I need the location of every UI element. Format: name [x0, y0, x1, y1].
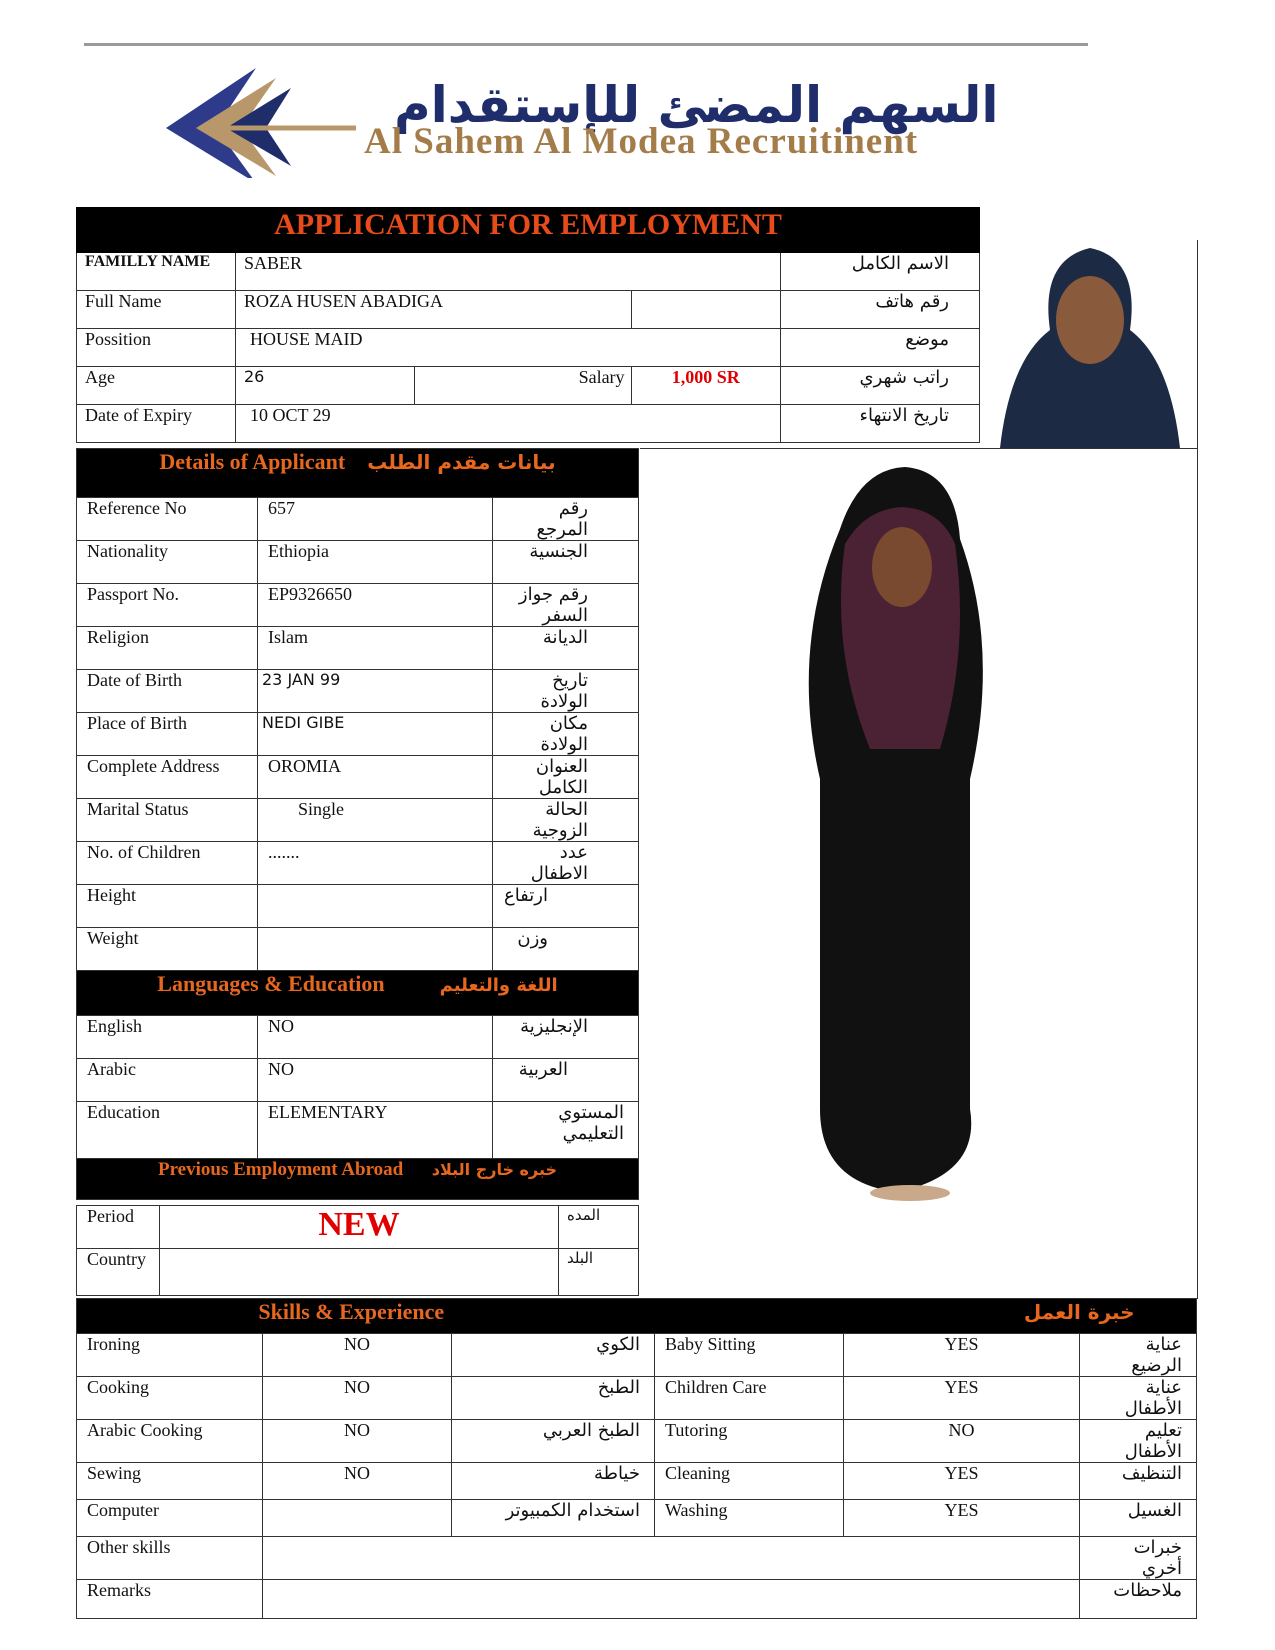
details-label: No. of Children — [77, 842, 258, 885]
skill-ar: خياطة — [452, 1463, 655, 1500]
details-label: Weight — [77, 928, 258, 971]
details-row — [77, 627, 639, 670]
details-value: 657 — [258, 498, 493, 541]
full-name-ar: رقم هاتف — [781, 291, 980, 329]
skill-row — [77, 1420, 1197, 1463]
skill-ar: تعليم الأطفال — [1080, 1420, 1197, 1463]
previous-table — [76, 1205, 639, 1296]
details-value: OROMIA — [258, 756, 493, 799]
remarks-ar: ملاحظات — [1080, 1580, 1197, 1619]
skill-row — [77, 1500, 1197, 1537]
languages-header-ar: اللغة والتعليم — [439, 975, 558, 996]
details-ar: رقم المرجع — [493, 498, 639, 541]
applicant-headshot-photo — [980, 240, 1198, 448]
family-name-label: FAMILLY NAME — [77, 253, 236, 291]
details-ar: الجنسية — [493, 541, 639, 584]
details-header-en: Details of Applicant — [159, 449, 346, 474]
skill-label: Computer — [77, 1500, 263, 1537]
country-value — [160, 1249, 559, 1296]
skills-header — [77, 1299, 1197, 1334]
details-row — [77, 541, 639, 584]
details-value — [258, 885, 493, 928]
skill-value: YES — [844, 1500, 1080, 1537]
application-header-table — [76, 207, 980, 443]
skill-ar: الطبخ العربي — [452, 1420, 655, 1463]
languages-header-en: Languages & Education — [157, 971, 385, 996]
position-ar: موضع — [781, 329, 980, 367]
age-value: 26 — [236, 367, 415, 405]
details-row — [77, 713, 639, 756]
details-row — [77, 670, 639, 713]
salary-label: Salary — [415, 367, 632, 405]
language-row — [77, 1059, 639, 1102]
logo-top-rule — [84, 43, 1088, 46]
skill-ar: استخدام الكمبيوتر — [452, 1500, 655, 1537]
skill-label: Ironing — [77, 1334, 263, 1377]
details-value: Islam — [258, 627, 493, 670]
previous-header — [77, 1159, 639, 1200]
skill-label: Tutoring — [655, 1420, 844, 1463]
details-label: Passport No. — [77, 584, 258, 627]
skill-value: NO — [263, 1463, 452, 1500]
skill-value: NO — [263, 1334, 452, 1377]
family-name-value: SABER — [236, 253, 781, 291]
salary-ar: راتب شهري — [781, 367, 980, 405]
details-ar: عدد الاطفال — [493, 842, 639, 885]
details-header — [77, 449, 639, 498]
skill-row — [77, 1334, 1197, 1377]
language-ar: المستوي التعليمي — [493, 1102, 639, 1159]
details-ar: ارتفاع — [493, 885, 639, 928]
age-label: Age — [77, 367, 236, 405]
full-body-illustration — [640, 449, 1197, 1298]
skill-ar: الطبخ — [452, 1377, 655, 1420]
details-table — [76, 448, 639, 1200]
skills-table — [76, 1298, 1197, 1619]
country-label: Country — [77, 1249, 160, 1296]
language-value: NO — [258, 1059, 493, 1102]
details-label: Complete Address — [77, 756, 258, 799]
skill-label: Washing — [655, 1500, 844, 1537]
arrow-logo-icon — [156, 58, 356, 178]
position-value: HOUSE MAID — [236, 329, 781, 367]
skill-label: Arabic Cooking — [77, 1420, 263, 1463]
full-name-label: Full Name — [77, 291, 236, 329]
full-name-blank — [631, 291, 780, 329]
details-label: Reference No — [77, 498, 258, 541]
period-label: Period — [77, 1206, 160, 1249]
languages-header — [77, 971, 639, 1016]
remarks-value — [263, 1580, 1080, 1619]
salary-value: 1,000 SR — [631, 367, 780, 405]
skill-row — [77, 1377, 1197, 1420]
country-ar: البلد — [559, 1249, 639, 1296]
language-row — [77, 1102, 639, 1159]
language-row — [77, 1016, 639, 1059]
details-value: Single — [258, 799, 493, 842]
details-ar: الديانة — [493, 627, 639, 670]
skill-ar: التنظيف — [1080, 1463, 1197, 1500]
details-ar: رقم جواز السفر — [493, 584, 639, 627]
period-ar: المده — [559, 1206, 639, 1249]
previous-header-ar: خبره خارج البلاد — [431, 1160, 558, 1179]
language-label: Arabic — [77, 1059, 258, 1102]
applicant-full-photo — [640, 448, 1198, 1299]
skill-value: NO — [263, 1377, 452, 1420]
other-skills-value — [263, 1537, 1080, 1580]
skill-value: NO — [263, 1420, 452, 1463]
skill-label: Baby Sitting — [655, 1334, 844, 1377]
details-value — [258, 928, 493, 971]
remarks-label: Remarks — [77, 1580, 263, 1619]
skill-label: Children Care — [655, 1377, 844, 1420]
details-row — [77, 885, 639, 928]
other-skills-label: Other skills — [77, 1537, 263, 1580]
details-value: NEDI GIBE — [258, 713, 493, 756]
details-header-ar: بيانات مقدم الطلب — [367, 450, 556, 474]
expiry-label: Date of Expiry — [77, 405, 236, 443]
details-row — [77, 799, 639, 842]
details-label: Height — [77, 885, 258, 928]
details-ar: الحالة الزوجية — [493, 799, 639, 842]
skill-ar: عناية الرضيع — [1080, 1334, 1197, 1377]
language-value: ELEMENTARY — [258, 1102, 493, 1159]
skill-label: Cleaning — [655, 1463, 844, 1500]
skills-header-en: Skills & Experience — [258, 1299, 445, 1324]
skill-ar: الغسيل — [1080, 1500, 1197, 1537]
family-name-ar: الاسم الكامل — [781, 253, 980, 291]
skill-value — [263, 1500, 452, 1537]
skill-label: Cooking — [77, 1377, 263, 1420]
details-ar: مكان الولادة — [493, 713, 639, 756]
position-label: Possition — [77, 329, 236, 367]
other-skills-ar: خبرات أخري — [1080, 1537, 1197, 1580]
details-ar: تاريخ الولادة — [493, 670, 639, 713]
skill-label: Sewing — [77, 1463, 263, 1500]
details-ar: العنوان الكامل — [493, 756, 639, 799]
details-ar: وزن — [493, 928, 639, 971]
logo-arabic-name: السهم المضئ للإستقدام — [394, 76, 999, 134]
details-row — [77, 928, 639, 971]
language-ar: الإنجليزية — [493, 1016, 639, 1059]
details-row — [77, 584, 639, 627]
details-row — [77, 498, 639, 541]
details-value: 23 JAN 99 — [258, 670, 493, 713]
details-value: ....... — [258, 842, 493, 885]
logo-english-name: Al Sahem Al Modea Recruitinent — [364, 121, 919, 162]
expiry-ar: تاريخ الانتهاء — [781, 405, 980, 443]
language-label: Education — [77, 1102, 258, 1159]
skill-value: NO — [844, 1420, 1080, 1463]
language-ar: العربية — [493, 1059, 639, 1102]
period-value: NEW — [160, 1206, 559, 1249]
details-row — [77, 756, 639, 799]
previous-header-en: Previous Employment Abroad — [157, 1159, 404, 1180]
headshot-illustration — [980, 240, 1197, 448]
details-value: EP9326650 — [258, 584, 493, 627]
skill-value: YES — [844, 1377, 1080, 1420]
details-row — [77, 842, 639, 885]
details-label: Date of Birth — [77, 670, 258, 713]
skill-row — [77, 1463, 1197, 1500]
details-value: Ethiopia — [258, 541, 493, 584]
form-title: APPLICATION FOR EMPLOYMENT — [77, 208, 980, 253]
expiry-value: 10 OCT 29 — [236, 405, 781, 443]
language-value: NO — [258, 1016, 493, 1059]
details-label: Nationality — [77, 541, 258, 584]
skill-value: YES — [844, 1463, 1080, 1500]
skill-value: YES — [844, 1334, 1080, 1377]
skill-ar: عناية الأطفال — [1080, 1377, 1197, 1420]
details-label: Religion — [77, 627, 258, 670]
details-label: Marital Status — [77, 799, 258, 842]
details-label: Place of Birth — [77, 713, 258, 756]
skill-ar: الكوي — [452, 1334, 655, 1377]
language-label: English — [77, 1016, 258, 1059]
full-name-value: ROZA HUSEN ABADIGA — [236, 291, 632, 329]
skills-header-ar: خبرة العمل — [1023, 1300, 1135, 1324]
company-logo-banner — [84, 40, 1088, 186]
